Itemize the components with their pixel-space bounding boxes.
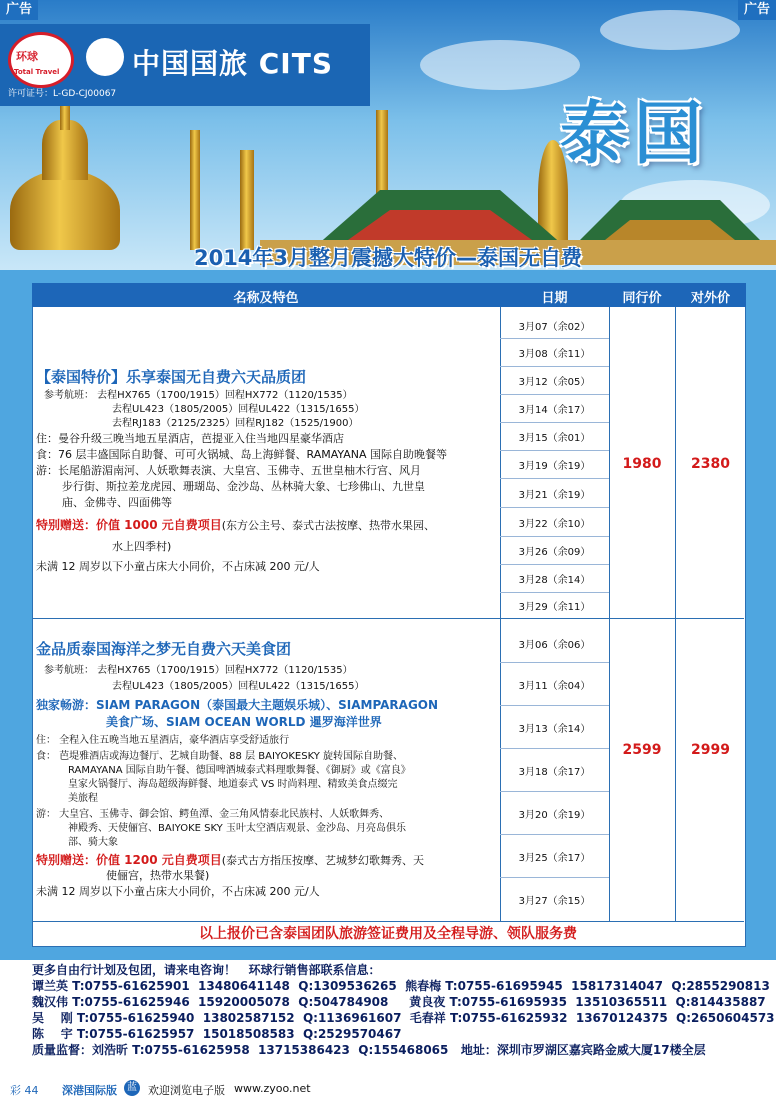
license-number: 许可证号：L-GD-CJ00067: [8, 89, 117, 99]
date-cell: 3月15（余01）: [500, 423, 609, 451]
date-cell: 3月13（余14）: [500, 706, 609, 749]
detail-line: 食：76 层丰盛国际自助餐、可可火锅城、岛上海鲜餐、RAMAYANA 国际自助晚餐等: [36, 448, 448, 461]
spire-image: [190, 130, 200, 250]
brand-header: [0, 24, 370, 106]
gift-detail: (东方公主号、泰式古法按摩、热带水果园、: [221, 519, 436, 532]
price-note: 以上报价已含泰国团队旅游签证费用及全程导游、领队服务费: [199, 926, 577, 942]
table-header: [32, 283, 746, 307]
edition-name: 深港国际版: [62, 1084, 117, 1097]
product-name: 金品质泰国海洋之梦无自费六天美食团: [36, 640, 292, 658]
flight-line: 参考航班： 去程HX765（1700/1915）回程HX772（1120/1535）: [44, 390, 353, 401]
ad-label: 广告: [0, 0, 38, 20]
date-cell: 3月18（余17）: [500, 749, 609, 792]
detail-line: 步行街、斯拉差龙虎园、珊瑚岛、金沙岛、丛林骑大象、七珍佛山、九世皇: [62, 480, 425, 493]
date-cell: 3月20（余19）: [500, 792, 609, 835]
gift-line: [36, 517, 435, 534]
spire-image: [240, 150, 254, 250]
detail-line: 神殿秀、天使俪宫、BAIYOKE SKY 玉叶太空酒店观景、金沙岛、月亮岛俱乐: [68, 823, 406, 834]
cloud: [420, 40, 580, 90]
peer-price: 1980: [622, 456, 662, 472]
child-note: 未满 12 周岁以下小童占床大小同价，不占床减 200 元/人: [36, 560, 320, 573]
contact-row: 魏汉伟 T:0755-61625946 15920005078 Q:504784908 黄良夜 T:0755-61695935 13510365511 Q:814435887: [32, 995, 766, 1009]
flight-line: 去程UL423（1805/2005）回程UL422（1315/1655）: [112, 404, 365, 415]
slogan: 欢迎浏览电子版: [148, 1084, 225, 1097]
flight-line: 去程RJ183（2125/2325）回程RJ182（1525/1900）: [112, 418, 359, 429]
date-cell: 3月22（余10）: [500, 508, 609, 537]
contact-row: 谭兰英 T:0755-61625901 13480641148 Q:1309536265 熊春梅 T:0755-61695945 15817314047 Q:2855290813: [32, 979, 770, 993]
logo-subtitle: Total Travel: [14, 68, 60, 76]
contact-row: 陈 宇 T:0755-61625957 15018508583 Q:2529570467: [32, 1027, 402, 1041]
flight-line: 去程UL423（1805/2005）回程UL422（1315/1655）: [112, 681, 365, 692]
flight-line: 参考航班： 去程HX765（1700/1915）回程HX772（1120/1535）: [44, 665, 353, 676]
detail-line: 游： 大皇宫、玉佛寺、御会馆、鳄鱼潭、金三角风情泰北民族村、人妖歌舞秀、: [36, 809, 390, 820]
page-footer: [0, 1078, 776, 1100]
gift-label: 特别赠送：价值 1200 元自费项目: [36, 853, 222, 867]
cloud: [600, 10, 740, 50]
date-cell: 3月26（余09）: [500, 537, 609, 565]
peer-price: 2599: [622, 742, 662, 758]
gift-detail-2: 水上四季村): [112, 540, 172, 553]
destination-title: 泰国: [560, 95, 709, 174]
gift-line: [36, 852, 424, 869]
date-cell: 3月28（余14）: [500, 565, 609, 593]
gift-detail-2: 使俪宫，热带水果餐): [106, 869, 210, 882]
brand-name: 中国国旅 CITS: [132, 47, 333, 80]
date-cell: 3月25（余17）: [500, 835, 609, 878]
detail-line: 食： 芭堤雅酒店或海边餐厅、艺城自助餐、88 层 BAIYOKESKY 旋转国际自助餐、: [36, 751, 404, 762]
date-cell: 3月27（余15）: [518, 896, 591, 907]
date-cell: 3月21（余19）: [500, 479, 609, 508]
public-price: 2380: [691, 456, 730, 472]
date-cell: 3月06（余06）: [500, 624, 609, 663]
contact-row: 质量监督：刘浩昕 T:0755-61625958 13715386423 Q:155468065 地址：深圳市罗湖区嘉宾路金威大厦17楼全层: [32, 1043, 706, 1057]
date-cell: 3月19（余19）: [500, 451, 609, 479]
column-divider: [675, 307, 676, 921]
date-cell: 3月07（余02）: [500, 312, 609, 339]
detail-line: 住： 全程入住五晚当地五星酒店，豪华酒店享受舒适旅行: [36, 735, 290, 746]
public-price: 2999: [691, 742, 730, 758]
detail-line: RAMAYANA 国际自助午餐、德国啤酒城泰式料理歌舞餐、《御厨》或《富良》: [68, 765, 411, 776]
child-note: 未满 12 周岁以下小童占床大小同价，不占床减 200 元/人: [36, 885, 320, 898]
header-name: 名称及特色: [233, 291, 299, 306]
gift-detail: (泰式古方指压按摩、艺城梦幻歌舞秀、天: [221, 854, 425, 867]
date-cell: 3月11（余04）: [500, 663, 609, 706]
golden-stupa-image: [10, 170, 120, 250]
date-cell: 3月29（余11）: [518, 602, 591, 613]
detail-line: 庙、金佛寺、四面佛等: [62, 496, 172, 509]
website-link[interactable]: www.zyoo.net: [234, 1082, 311, 1095]
header-public-price: 对外价: [690, 291, 730, 306]
contact-section: [32, 962, 775, 1058]
date-cell: 3月12（余05）: [500, 367, 609, 395]
date-cell: 3月14（余17）: [500, 395, 609, 423]
promo-title: 2014年3月整月震撼大特价—泰国无自费: [193, 246, 583, 270]
date-cell: 3月08（余11）: [500, 339, 609, 367]
detail-line: 部、骑大象: [68, 837, 118, 848]
gift-label: 特别赠送：价值 1000 元自费项目: [36, 518, 222, 532]
header-date: 日期: [541, 291, 568, 306]
detail-line: 美旅程: [68, 793, 98, 804]
column-divider: [609, 307, 610, 921]
exclusive-line-2: 美食广场、SIAM OCEAN WORLD 暹罗海洋世界: [106, 715, 382, 729]
exclusive-line: 独家畅游：SIAM PARAGON（泰国最大主题娱乐城）、SIAMPARAGON: [36, 698, 439, 712]
cits-globe-icon: [86, 38, 124, 76]
detail-line: 住：曼谷升级三晚当地五星酒店，芭提亚入住当地四星豪华酒店: [36, 432, 344, 445]
detail-line: 皇家火锅餐厅、海岛超级海鲜餐、地道泰式 VS 时尚料理、精致美食点缀完: [68, 779, 398, 790]
row-divider: [32, 618, 744, 619]
product-name: 【泰国特价】乐享泰国无自费六天品质团: [36, 368, 307, 386]
header-peer-price: 同行价: [622, 291, 662, 306]
contact-row: 吴 刚 T:0755-61625940 13802587152 Q:1136961607 毛春祥 T:0755-61625932 13670124375 Q:2650604573: [32, 1011, 775, 1025]
edition-badge: 蓝: [124, 1080, 140, 1096]
ad-label: 广告: [738, 0, 776, 20]
contact-intro: 更多自由行计划及包团，请来电咨询！ 环球行销售部联系信息：: [32, 963, 381, 977]
page-number: 彩 44: [10, 1084, 39, 1097]
detail-line: 游：长尾船游湄南河、人妖歌舞表演、大皇宫、玉佛寺、五世皇柚木行宫、风月: [36, 464, 421, 477]
logo-small-text: 环球: [16, 50, 38, 63]
